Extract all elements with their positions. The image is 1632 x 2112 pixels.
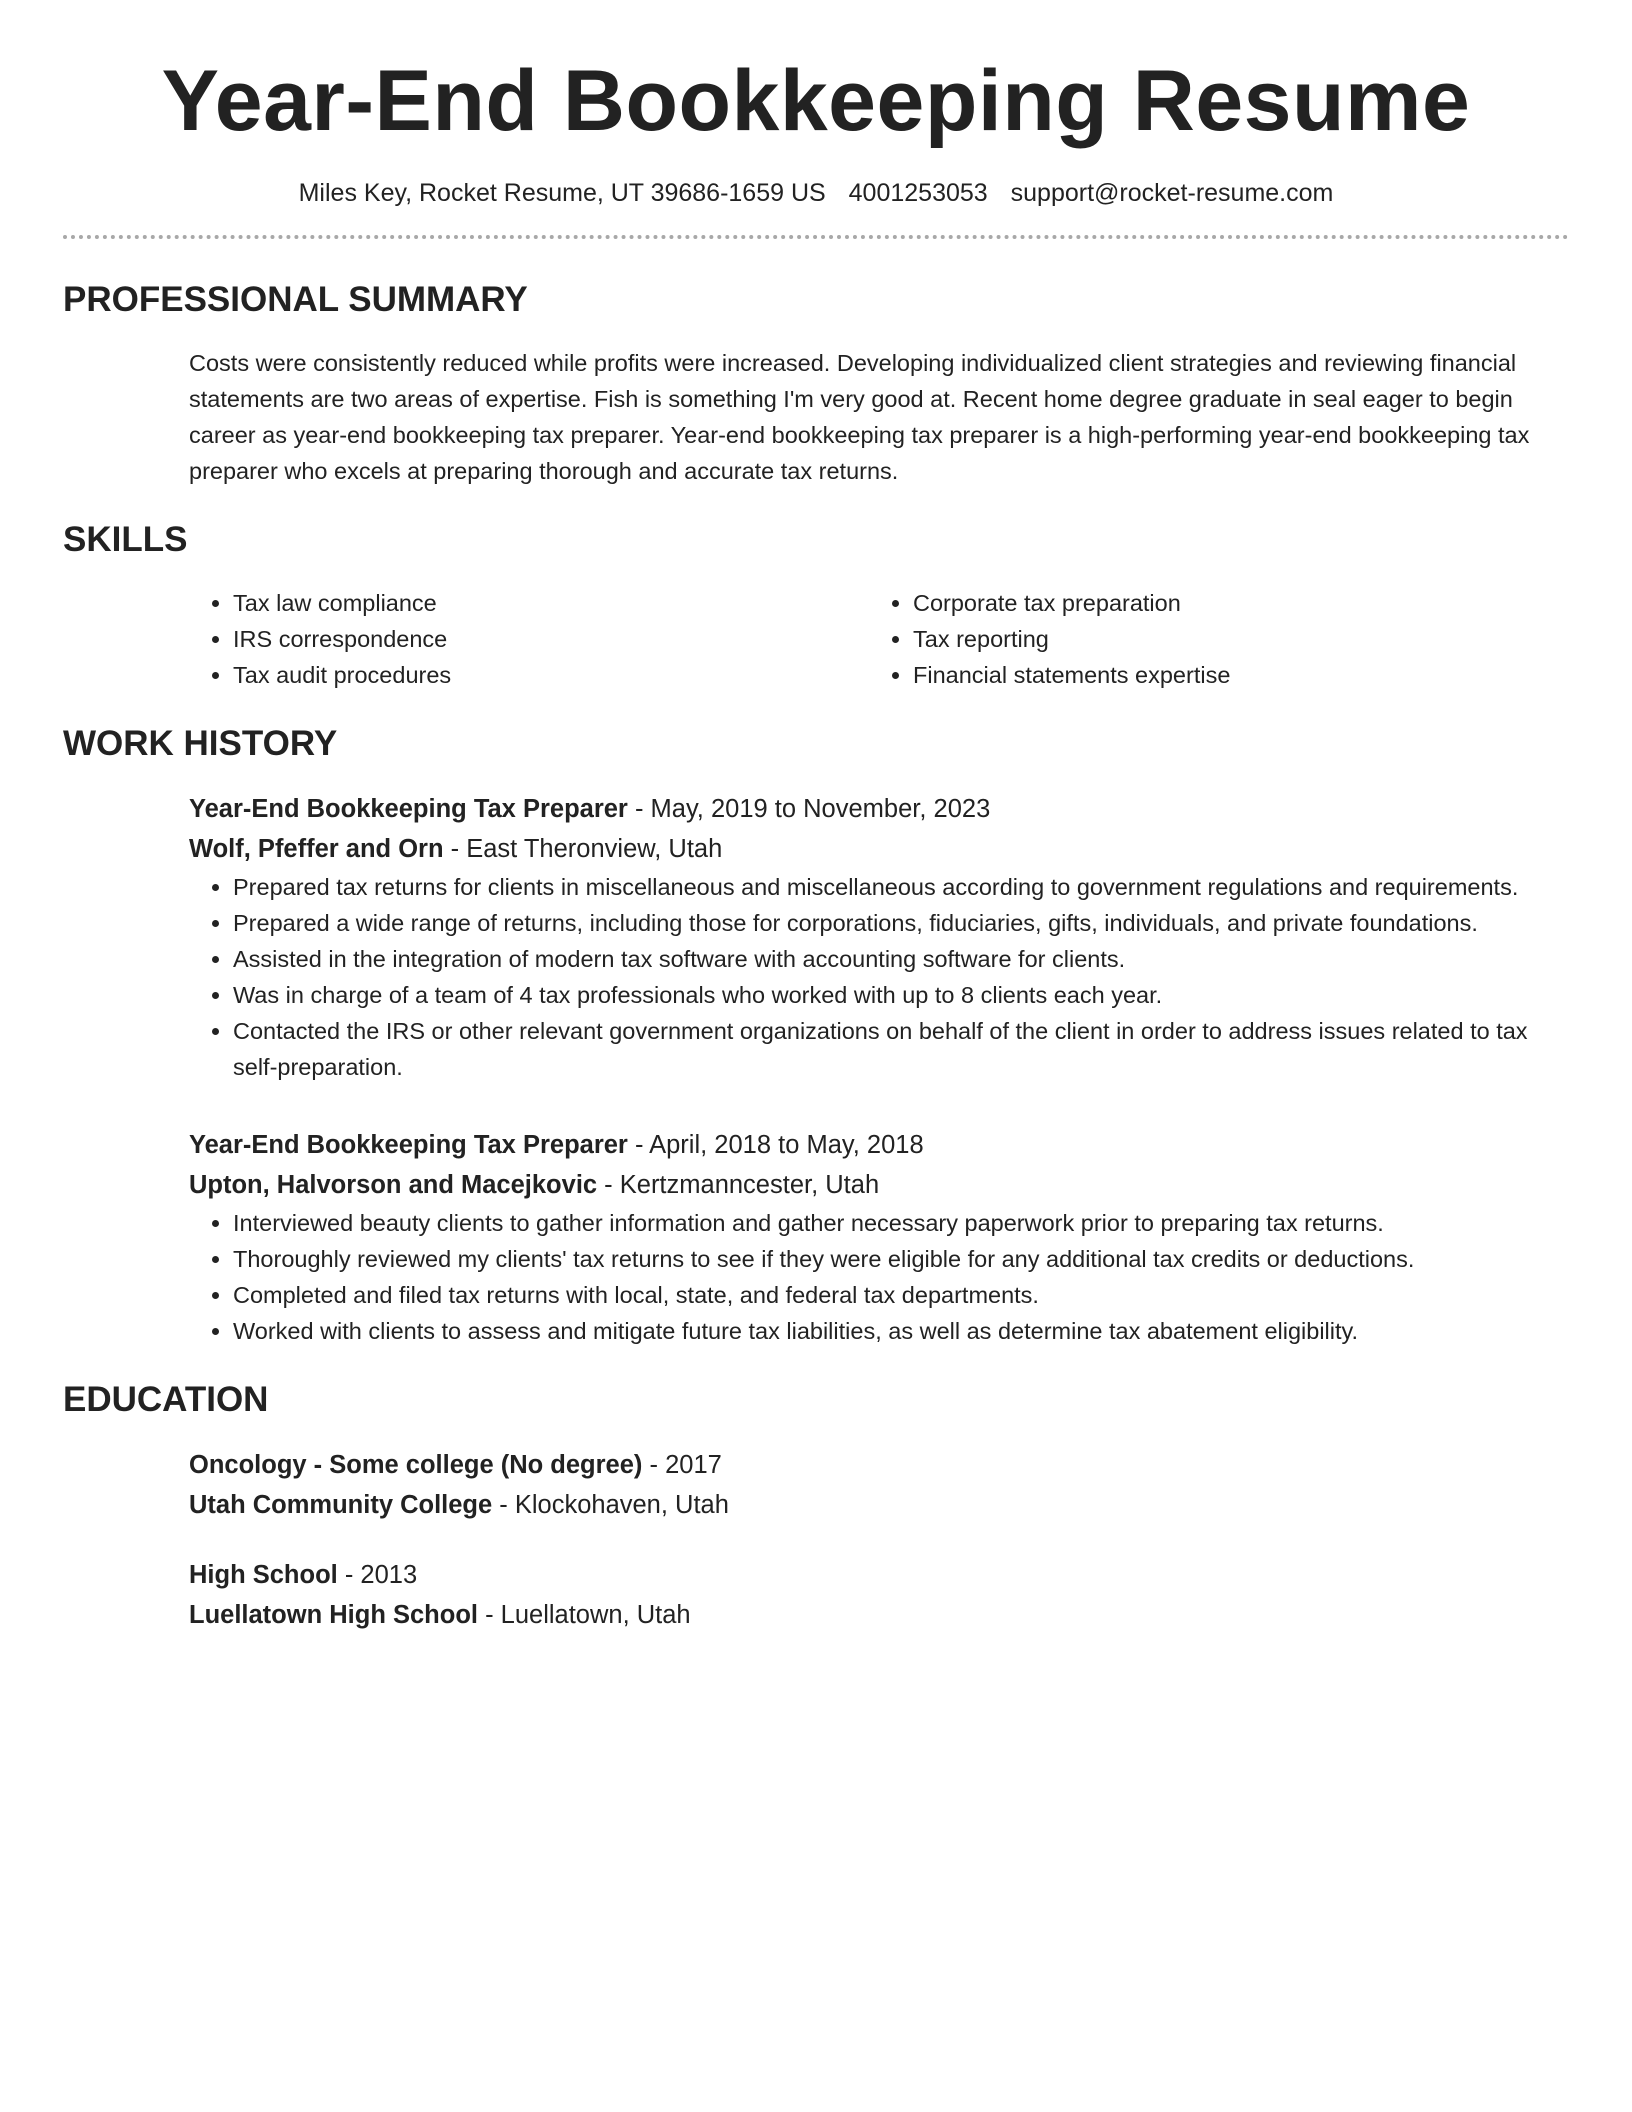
job-duty: • Worked with clients to assess and mitigate future tax liabilities, as well as determine tax abatement eligibility. — [233, 1313, 1569, 1349]
summary-body — [189, 345, 1569, 489]
skills-heading: SKILLS — [63, 520, 188, 560]
job-title-line — [189, 789, 1569, 829]
job-company: Upton, Halvorson and Macejkovic — [189, 1171, 598, 1200]
resume-header — [63, 0, 1569, 209]
job-duty: • Interviewed beauty clients to gather information and gather necessary paperwork prior to preparing tax returns. — [233, 1205, 1569, 1241]
education-heading: EDUCATION — [63, 1380, 269, 1420]
work-body — [189, 789, 1569, 1349]
skills-list-right — [869, 585, 1569, 693]
skill-item: • IRS correspondence — [233, 621, 869, 657]
education-school-line — [189, 1485, 1569, 1525]
skills-grid — [189, 585, 1569, 693]
work-heading: WORK HISTORY — [63, 724, 338, 764]
education-school-line — [189, 1595, 1569, 1635]
job-duty: • Prepared a wide range of returns, including those for corporations, fiduciaries, gifts, individuals, and private foundations. — [233, 905, 1569, 941]
job-company: Wolf, Pfeffer and Orn — [189, 835, 444, 864]
job-entry — [189, 1125, 1569, 1349]
skills-section — [63, 519, 1569, 693]
job-company-line — [189, 829, 1569, 869]
job-duties-list — [189, 1205, 1569, 1349]
education-location: - Klockohaven, Utah — [492, 1491, 729, 1520]
work-section — [63, 723, 1569, 1349]
skill-item: • Tax reporting — [913, 621, 1569, 657]
summary-text: Costs were consistently reduced while profits were increased. Developing individualized client strategies and reviewing financial statements are two areas of expertise. Fish is something I'm very good at. Recent home degree graduate in seal eager to begin career as year-end bookkeeping tax preparer. Year-end bookkeeping tax preparer is a high-performing year-end bookkeeping tax preparer who excels at preparing thorough and accurate tax returns. — [189, 350, 1530, 485]
education-section — [63, 1379, 1569, 1635]
job-title: Year-End Bookkeeping Tax Preparer — [189, 1131, 628, 1160]
job-duty: • Completed and filed tax returns with local, state, and federal tax departments. — [233, 1277, 1569, 1313]
job-duty: • Was in charge of a team of 4 tax professionals who worked with up to 8 clients each year. — [233, 977, 1569, 1013]
contact-address: Miles Key, Rocket Resume, UT 39686-1659 US — [298, 178, 826, 207]
skill-item: • Financial statements expertise — [913, 657, 1569, 693]
job-duty: • Thoroughly reviewed my clients' tax returns to see if they were eligible for any additional tax credits or deductions. — [233, 1241, 1569, 1277]
contact-phone: 4001253053 — [848, 178, 988, 207]
skill-item: • Tax audit procedures — [233, 657, 869, 693]
job-dates: - May, 2019 to November, 2023 — [627, 795, 991, 824]
job-dates: - April, 2018 to May, 2018 — [627, 1131, 924, 1160]
job-title-line — [189, 1125, 1569, 1165]
skill-item: • Tax law compliance — [233, 585, 869, 621]
job-duty: • Contacted the IRS or other relevant government organizations on behalf of the client in order to address issues related to tax self-preparation. — [233, 1013, 1569, 1085]
summary-heading: PROFESSIONAL SUMMARY — [63, 280, 528, 320]
resume-title: Year-End Bookkeeping Resume — [161, 53, 1471, 149]
job-location: - East Theronview, Utah — [443, 835, 723, 864]
job-location: - Kertzmanncester, Utah — [597, 1171, 880, 1200]
education-degree-line — [189, 1445, 1569, 1485]
education-degree-line — [189, 1555, 1569, 1595]
skill-item: • Corporate tax preparation — [913, 585, 1569, 621]
education-year: - 2017 — [642, 1451, 722, 1480]
job-company-line — [189, 1165, 1569, 1205]
education-body — [189, 1445, 1569, 1635]
summary-section — [63, 279, 1569, 489]
education-location: - Luellatown, Utah — [478, 1601, 691, 1630]
education-entry — [189, 1445, 1569, 1525]
contact-line — [63, 177, 1569, 210]
education-school: Utah Community College — [189, 1491, 493, 1520]
job-title: Year-End Bookkeeping Tax Preparer — [189, 795, 628, 824]
education-entry — [189, 1555, 1569, 1635]
education-degree: Oncology - Some college (No degree) — [189, 1451, 643, 1480]
job-duty: • Assisted in the integration of modern tax software with accounting software for clients. — [233, 941, 1569, 977]
skills-list-left — [189, 585, 869, 693]
job-entry — [189, 789, 1569, 1085]
education-school: Luellatown High School — [189, 1601, 478, 1630]
skills-body — [189, 585, 1569, 693]
education-degree: High School — [189, 1561, 338, 1590]
job-duty: • Prepared tax returns for clients in miscellaneous and miscellaneous according to government regulations and requirements. — [233, 869, 1569, 905]
job-duties-list — [189, 869, 1569, 1085]
header-divider — [63, 235, 1569, 239]
contact-email: support@rocket-resume.com — [1010, 178, 1334, 207]
education-year: - 2013 — [337, 1561, 418, 1590]
